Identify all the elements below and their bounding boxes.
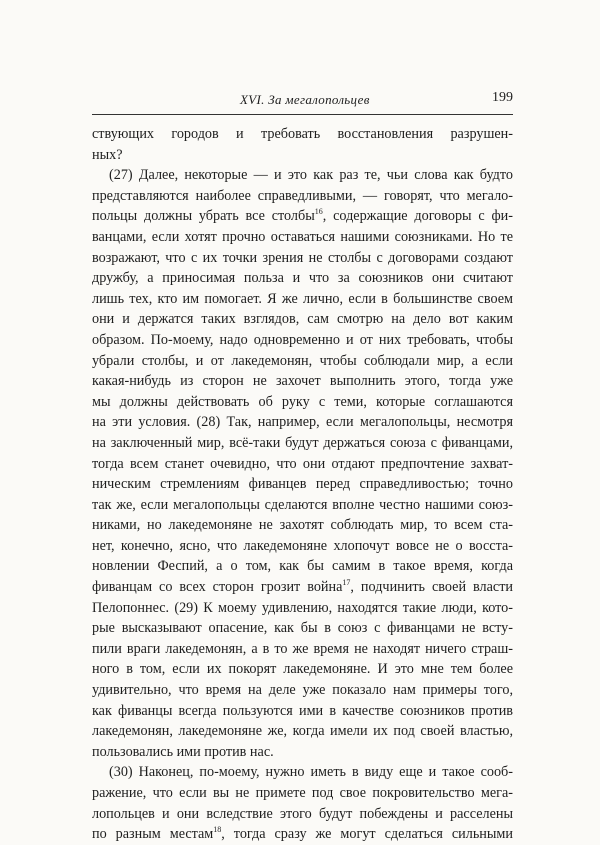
body-text [92,124,513,845]
text-line: ных? [92,146,123,163]
text-line: (27) Далее, некоторые — и это как раз те, чьи слова как будто [109,167,513,184]
text-line: они и держатся таких взглядов, сам смотрю на дело вот каким [92,311,513,328]
text-line: фиванцам со всех сторон грозит война$^{17}$, подчинить своей власти [92,578,514,596]
text-line: (30) Наконец, по-моему, нужно иметь в виду еще и такое сооб- [109,764,513,781]
text-line: новлении Феспий, а о том, как бы самим в такое время, когда [92,558,513,575]
text-line: тогда всем станет очевидно, что они отдают предпочтение захват- [92,455,513,472]
footnote-ref: 17 [342,578,351,588]
text-line: дружбу, а приносимая польза и что за союзников они считают [92,270,513,287]
page-number: 199 [492,90,513,105]
text-line: ническим стремлениям фиванцев перед справедливостью; точно [92,476,513,493]
text-line: Пелопоннес. (29) К моему удивлению, находятся такие люди, кото- [92,599,513,616]
text-line: возражают, что с их точки зрения не столбы с договорами создают [92,249,513,266]
text-line: образом. По-моему, надо одновременно и от них требовать, чтобы [92,331,513,348]
text-line: представляются наиболее справедливыми, — говорят, что мегало- [92,187,513,204]
text-line: мы должны действовать об руку с теми, которые соглашаются [92,393,513,410]
text-line: лакедемонян, лакедемоняне же, когда имели их под своей властью, [92,723,513,740]
text-line: польцы должны убрать все столбы$^{16}$, содержащие договоры с фи- [92,207,513,225]
running-header [92,88,513,115]
text-line: пили враги лакедемонян, а в то же время не находят ничего страш- [92,640,513,657]
text-line: лопольцев и они вследствие этого будут побеждены и расселены [92,805,513,822]
text-line: рые высказывают опасение, как бы в союз с фиванцами не всту- [92,620,513,637]
text-line: никами, но лакедемоняне не захотят соблюдать мир, то всем ста- [92,517,513,534]
text-line: ражение, что если вы не примете под свое покровительство мега- [92,785,513,801]
text-line: лишь тех, кто им помогает. Я же лично, если в большинстве своем [92,290,513,307]
text-line: на эти условия. (28) Так, например, если мегалопольцы, несмотря [92,414,513,431]
footnote-ref: 16 [314,207,323,217]
text-line: убрали столбы, и от лакедемонян, чтобы соблюдали мир, а если [92,352,513,369]
text-line: ствующих городов и требовать восстановления разрушен- [92,126,513,142]
text-line: по разным местам$^{18}$, тогда сразу же могут сделаться сильными [92,825,514,843]
text-line: нет, конечно, ясно, что лакедемоняне хлопочут вовсе не о восста- [92,537,513,554]
text-line: так же, если мегалопольцы сделаются вполне честно нашими союз- [92,496,513,513]
text-line: ванцами, если хотят прочно оставаться нашими союзниками. Но те [92,228,513,245]
text-line: удивительно, что время на деле уже показало нам примеры того, [92,682,513,699]
chapter-title: XVI. За мегалопольцев [240,92,370,107]
footnote-ref: 18 [213,825,222,835]
text-line: как фиванцы всегда пользуются ими в качестве союзников против [92,702,513,719]
text-line: ного в том, если их покорят лакедемоняне. И это мне тем более [92,661,513,678]
text-line: на заключенный мир, всё-таки будут держаться союза с фиванцами, [92,434,513,451]
text-line: какая-нибудь из сторон не захочет выполнить этого, тогда уже [92,373,513,390]
text-line: пользовались ими против нас. [92,743,274,760]
